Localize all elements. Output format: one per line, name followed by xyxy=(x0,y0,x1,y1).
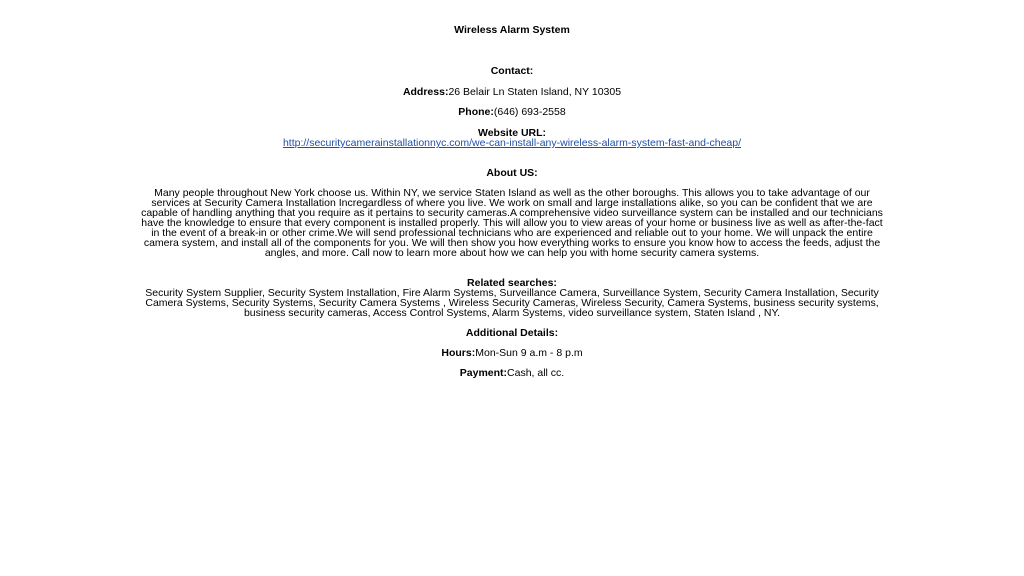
page-title: Wireless Alarm System xyxy=(454,24,570,36)
phone-line xyxy=(0,106,1024,119)
related-paragraph: Security System Supplier, Security System Installation, Fire Alarm Systems, Surveillance Camera, Surveillance System, Security Camera Installation, Security Camera Systems, Security Systems, Security Camera Systems , Wireless Security Cameras, Wireless Security, Camera Systems, business security systems, business security cameras, Access Control Systems, Alarm Systems, video surveillance system, Staten Island , NY. xyxy=(145,287,879,319)
website-label: Website URL: xyxy=(477,127,547,139)
contact-heading: Contact: xyxy=(490,65,534,77)
payment-label: Payment: xyxy=(459,367,508,379)
website-line xyxy=(0,137,1024,150)
hours-label: Hours: xyxy=(441,347,476,359)
address-line xyxy=(0,86,1024,99)
payment-value: Cash, all cc. xyxy=(507,367,565,379)
website-link[interactable]: http://securitycamerainstallationnyc.com/we-can-install-any-wireless-alarm-system-fast-and-cheap/ xyxy=(282,137,742,149)
related-heading: Related searches: xyxy=(467,277,557,289)
about-heading: About US: xyxy=(486,167,538,179)
payment-line xyxy=(0,367,1024,380)
hours-value: Mon-Sun 9 a.m - 8 p.m xyxy=(475,347,583,359)
phone-label: Phone: xyxy=(458,106,494,118)
about-paragraph: Many people throughout New York choose us. Within NY, we service Staten Island as well as the other boroughs. This allows you to take advantage of our services at Security Camera Installation Incregardless of where you live. We work on small and large installations alike, so you can be confident that we are capable of handling anything that you require as it pertains to security cameras.A comprehensive video surveillance system can be installed and our technicians have the knowledge to ensure that every component is installed properly. This will allow you to view areas of your home or business live as well as after-the-fact in the event of a break-in or other crime.We will send professional technicians who are experienced and reliable out to your home. We will unpack the entire camera system, and install all of the components for you. We will then show you how everything works to ensure you know how to access the feeds, adjust the angles, and more. Call now to learn more about how we can help you with home security camera systems. xyxy=(141,187,883,259)
details-heading: Additional Details: xyxy=(465,327,559,339)
address-label: Address: xyxy=(402,86,449,98)
phone-value: (646) 693-2558 xyxy=(493,106,566,118)
hours-line xyxy=(0,347,1024,360)
address-value: 26 Belair Ln Staten Island, NY 10305 xyxy=(448,86,622,98)
